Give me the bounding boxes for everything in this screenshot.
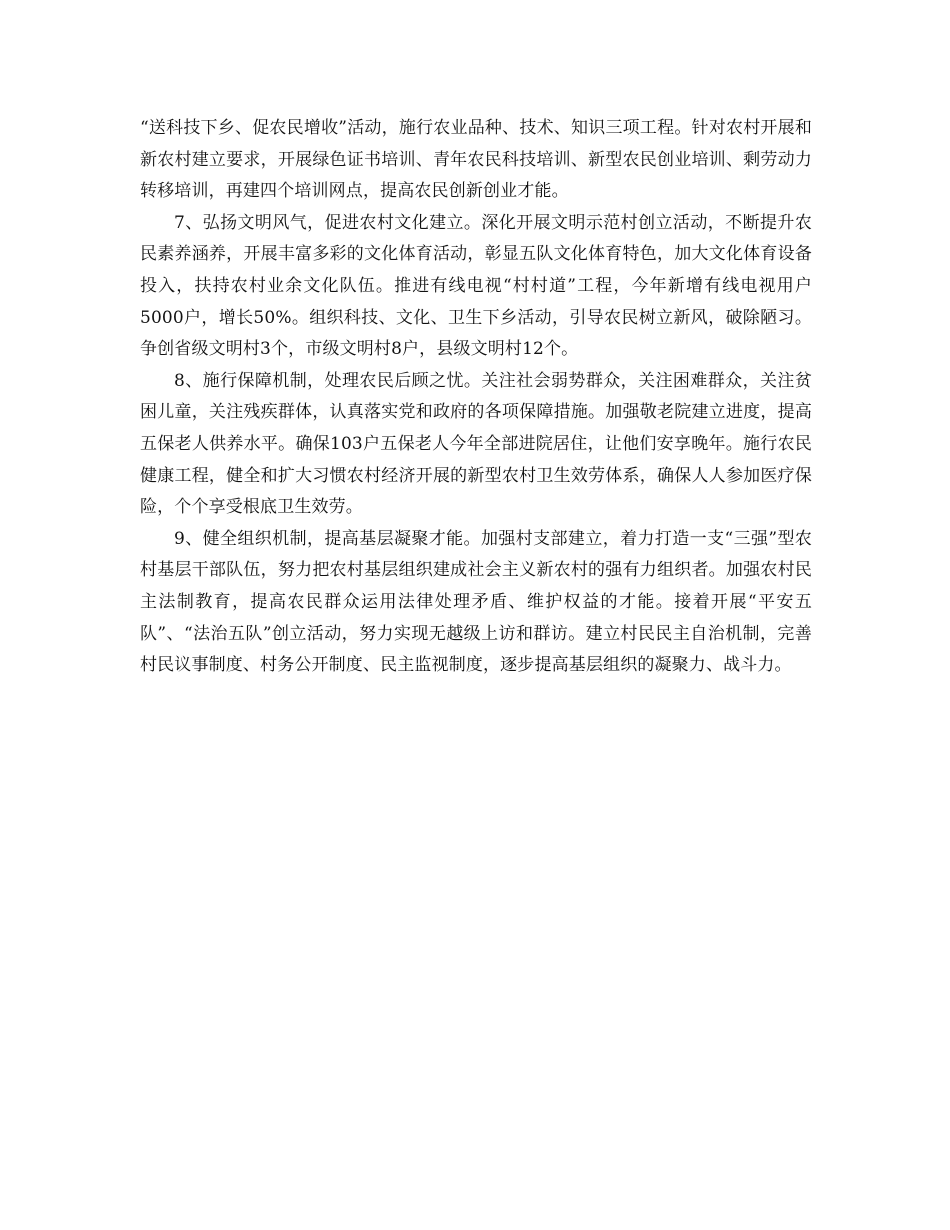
paragraph-item-7: 7、弘扬文明风气，促进农村文化建立。深化开展文明示范村创立活动，不断提升农民素养涵养，开展丰富多彩的文化体育活动，彰显五队文化体育特色，加大文化体育设备投入，扶持农村业余文化队伍。推进有线电视“村村道”工程，今年新增有线电视用户5000户，增长50%。组织科技、文化、卫生下乡活动，引导农民树立新风，破除陋习。争创省级文明村3个，市级文明村8户，县级文明村12个。 [140, 212, 812, 360]
paragraph-item-9: 9、健全组织机制，提高基层凝聚才能。加强村支部建立，着力打造一支“三强”型农村基层干部队伍，努力把农村基层组织建成社会主义新农村的强有力组织者。加强农村民主法制教育，提高农民群众运用法律处理矛盾、维护权益的才能。接着开展“平安五队”、“法治五队”创立活动，努力实现无越级上访和群访。建立村民民主自治机制，完善村民议事制度、村务公开制度、民主监视制度，逐步提高基层组织的凝聚力、战斗力。 [140, 528, 812, 676]
paragraph-continuation: “送科技下乡、促农民增收”活动，施行农业品种、技术、知识三项工程。针对农村开展和新农村建立要求，开展绿色证书培训、青年农民科技培训、新型农民创业培训、剩劳动力转移培训，再建四个培训网点，提高农民创新创业才能。 [140, 118, 812, 202]
paragraph-item-8: 8、施行保障机制，处理农民后顾之忧。关注社会弱势群众，关注困难群众，关注贫困儿童，关注残疾群体，认真落实党和政府的各项保障措施。加强敬老院建立进度，提高五保老人供养水平。确保103户五保老人今年全部进院居住，让他们安享晚年。施行农民健康工程，健全和扩大习惯农村经济开展的新型农村卫生效劳体系，确保人人参加医疗保险，个个享受根底卫生效劳。 [140, 370, 812, 518]
document-body [140, 113, 812, 682]
